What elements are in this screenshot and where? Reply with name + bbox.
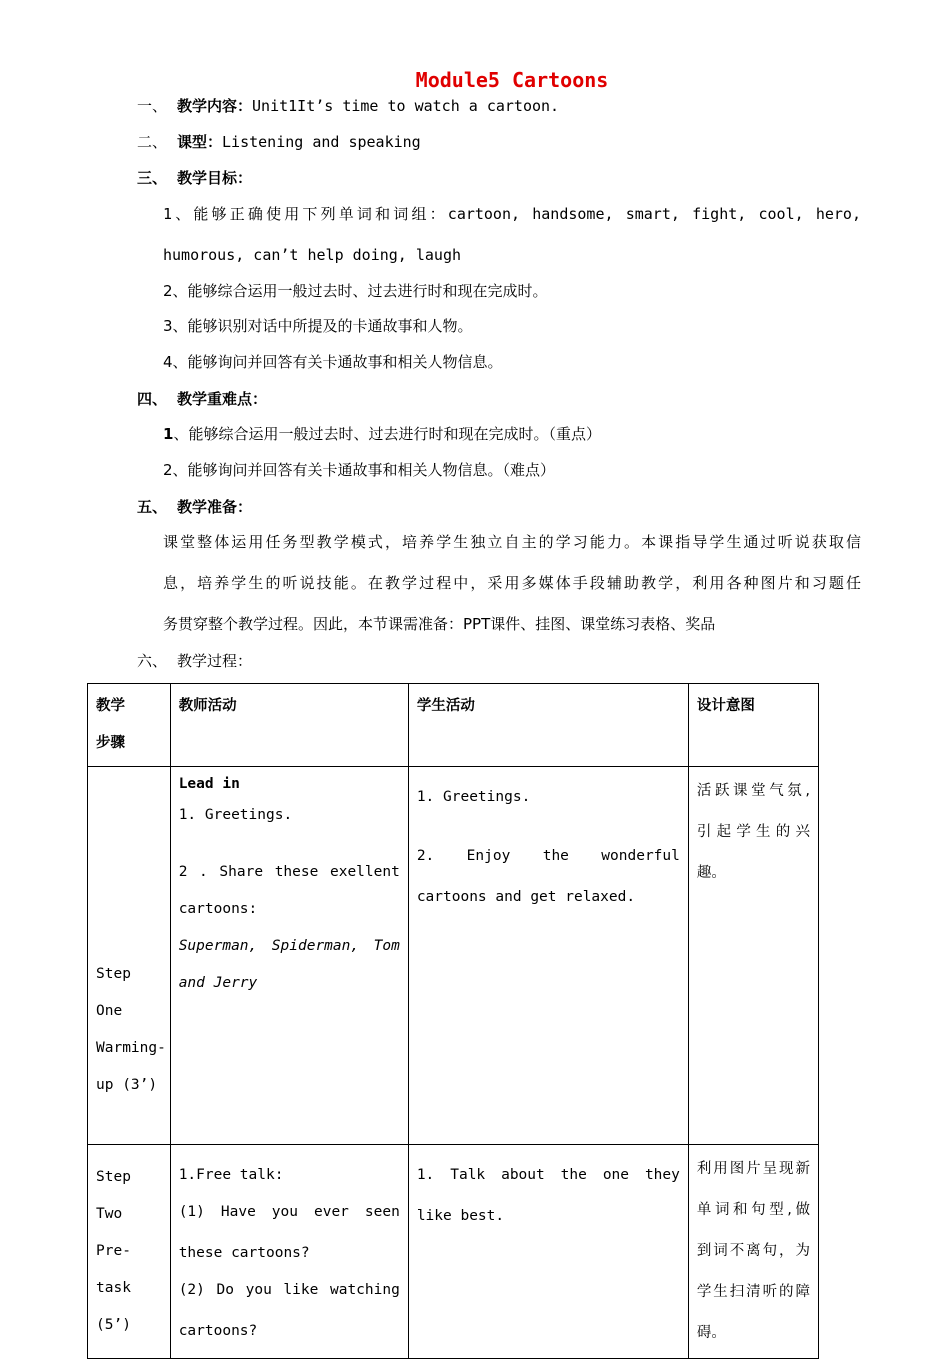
key-point-1-text: 、能够综合运用一般过去时、过去进行时和现在完成时。（重点） [173, 425, 601, 443]
step-one-line-1: Step One [96, 966, 131, 1019]
question-2-line-1: (2) Do you like watching [178, 1282, 400, 1298]
question-1-line-1: (1) Have you ever seen [178, 1204, 400, 1220]
section-3 [137, 168, 252, 188]
step-one-student-cell [408, 767, 688, 1145]
section-1-label: 教学内容： [177, 97, 253, 115]
lead-in-label: Lead in [178, 776, 240, 792]
table-header-row [88, 684, 819, 767]
goal-2: 2、能够综合运用一般过去时、过去进行时和现在完成时。 [163, 282, 548, 300]
step-one-design-cell [688, 767, 818, 1145]
preparation-line-2: 息，培养学生的听说技能。在教学过程中，采用多媒体手段辅助教学，利用各种图片和习题任 [163, 574, 861, 592]
teacher-share-line-1: 2 . Share these exellent [178, 864, 400, 880]
header-step [88, 684, 171, 767]
section-2-label: 课型： [177, 133, 223, 151]
goal-1-line-2: humorous, can’t help doing, laugh [163, 246, 462, 264]
step-two-cell [88, 1145, 171, 1359]
document-title: Module5 Cartoons [415, 68, 609, 92]
section-3-number: 三、 [137, 169, 168, 187]
cartoon-names-line-2: and Jerry [178, 975, 258, 991]
section-1-text: Unit1It’s time to watch a cartoon. [252, 97, 560, 115]
teacher-greetings: 1. Greetings. [178, 807, 293, 823]
table-row [88, 1145, 819, 1359]
design-one-line-3: 趣。 [696, 865, 726, 881]
header-step-line-2: 步骤 [96, 735, 125, 751]
section-1 [137, 96, 559, 116]
step-one-cell [88, 767, 171, 1145]
section-4-number: 四、 [137, 390, 168, 408]
section-6 [137, 651, 252, 671]
header-teacher: 教师活动 [170, 684, 408, 767]
step-one-teacher-cell [170, 767, 408, 1145]
goal-1-line-1: 1、能够正确使用下列单词和词组：cartoon, handsome, smart, fight, cool, hero, [163, 205, 861, 223]
design-one-line-1: 活跃课堂气氛, [696, 783, 810, 799]
section-1-number: 一、 [137, 97, 168, 115]
design-two-line-2: 单词和句型,做 [696, 1202, 810, 1218]
student-talk-line-2: like best. [416, 1208, 505, 1224]
header-step-line-1: 教学 [96, 698, 125, 714]
free-talk-label: 1.Free talk: [178, 1167, 284, 1183]
teacher-share-line-2: cartoons: [178, 901, 258, 917]
step-two-line-3: (5’) [96, 1317, 131, 1333]
step-two-teacher-cell [170, 1145, 408, 1359]
section-6-label: 教学过程： [177, 652, 253, 670]
section-6-number: 六、 [137, 652, 168, 670]
section-4-label: 教学重难点： [177, 390, 268, 408]
step-two-line-1: Step Two [96, 1169, 131, 1222]
preparation-line-1: 课堂整体运用任务型教学模式，培养学生独立自主的学习能力。本课指导学生通过听说获取信 [163, 533, 861, 551]
section-3-label: 教学目标： [177, 169, 253, 187]
goal-3: 3、能够识别对话中所提及的卡通故事和人物。 [163, 317, 473, 335]
student-greetings: 1. Greetings. [416, 789, 531, 805]
section-5-label: 教学准备： [177, 498, 253, 516]
design-two-line-3: 到词不离句，为 [696, 1243, 810, 1259]
cartoon-names-line-1: Superman, Spiderman, Tom [178, 938, 400, 954]
question-2-line-2: cartoons? [178, 1323, 258, 1339]
section-2 [137, 132, 421, 152]
step-two-line-2: Pre-task [96, 1243, 131, 1296]
step-one-line-3: up (3’) [96, 1077, 158, 1093]
header-design: 设计意图 [688, 684, 818, 767]
question-1-line-2: these cartoons? [178, 1245, 310, 1261]
design-two-line-5: 碍。 [696, 1325, 726, 1341]
key-point-2: 2、能够询问并回答有关卡通故事和相关人物信息。（难点） [163, 461, 556, 479]
section-2-number: 二、 [137, 133, 168, 151]
step-two-design-cell [688, 1145, 818, 1359]
step-one-line-2: Warming- [96, 1040, 166, 1056]
goal-4: 4、能够询问并回答有关卡通故事和相关人物信息。 [163, 353, 503, 371]
section-4 [137, 389, 267, 409]
step-two-student-cell [408, 1145, 688, 1359]
section-5 [137, 497, 252, 517]
design-two-line-4: 学生扫清听的障 [696, 1284, 810, 1300]
section-5-number: 五、 [137, 498, 168, 516]
preparation-line-3: 务贯穿整个教学过程。因此，本节课需准备：PPT课件、挂图、课堂练习表格、奖品 [163, 615, 716, 633]
key-point-1-number: 1 [163, 425, 174, 443]
design-two-line-1: 利用图片呈现新 [696, 1161, 810, 1177]
design-one-line-2: 引起学生的兴 [696, 824, 810, 840]
student-talk-line-1: 1. Talk about the one they [416, 1167, 680, 1183]
key-point-1 [163, 424, 601, 444]
section-2-text: Listening and speaking [222, 133, 421, 151]
table-row [88, 767, 819, 1145]
student-enjoy-line-1: 2. Enjoy the wonderful [416, 848, 680, 864]
process-table [87, 683, 819, 1359]
header-student: 学生活动 [408, 684, 688, 767]
student-enjoy-line-2: cartoons and get relaxed. [416, 889, 636, 905]
